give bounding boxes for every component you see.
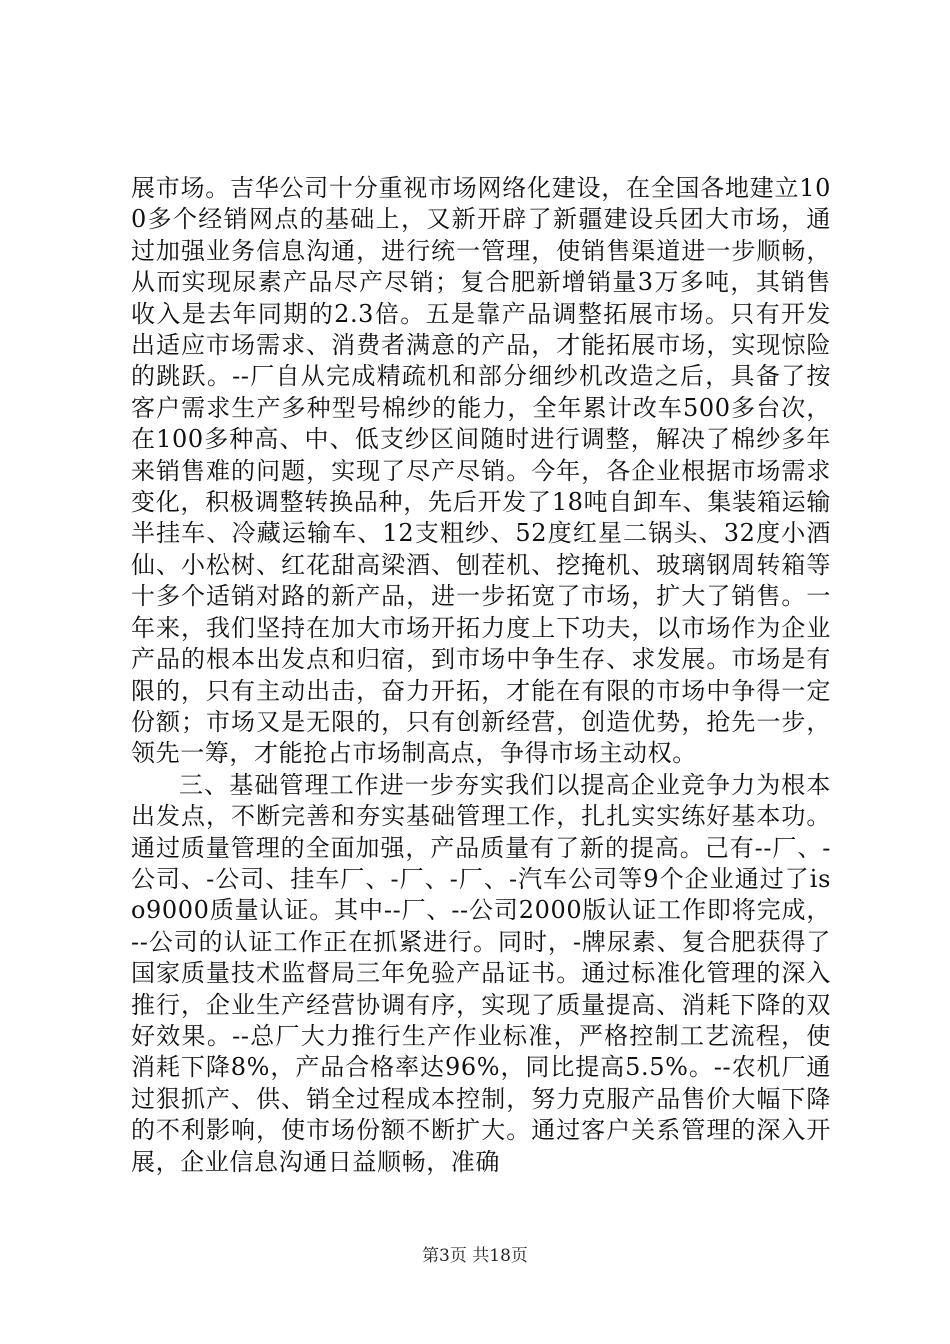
page-number-label: 第3页 共18页: [422, 1246, 528, 1266]
document-body: [131, 173, 831, 1178]
paragraph-basic-management: 三、基础管理工作进一步夯实我们以提高企业竞争力为根本出发点，不断完善和夯实基础管理工作，扎扎实实练好基本功。通过质量管理的全面加强，产品质量有了新的提高。己有--厂、-公司、-公司、挂车厂、-厂、-厂、-汽车公司等9个企业通过了iso9000质量认证。其中--厂、--公司2000版认证工作即将完成，--公司的认证工作正在抓紧进行。同时，-牌尿素、复合肥获得了国家质量技术监督局三年免验产品证书。通过标准化管理的深入推行，企业生产经营协调有序，实现了质量提高、消耗下降的双好效果。--总厂大力推行生产作业标准，严格控制工艺流程，使消耗下降8%，产品合格率达96%，同比提高5.5%。--农机厂通过狠抓产、供、销全过程成本控制，努力克服产品售价大幅下降的不利影响，使市场份额不断扩大。通过客户关系管理的深入开展，企业信息沟通日益顺畅，准确: [131, 770, 831, 1176]
page-footer: [0, 1241, 950, 1266]
paragraph-market-expansion: 展市场。吉华公司十分重视市场网络化建设，在全国各地建立100多个经销网点的基础上，又新开辟了新疆建设兵团大市场，通过加强业务信息沟通，进行统一管理，使销售渠道进一步顺畅，从而实现尿素产品尽产尽销；复合肥新增销量3万多吨，其销售收入是去年同期的2.3倍。五是靠产品调整拓展市场。只有开发出适应市场需求、消费者满意的产品，才能拓展市场，实现惊险的跳跃。--厂自从完成精疏机和部分细纱机改造之后，具备了按客户需求生产多种型号棉纱的能力，全年累计改车500多台次，在100多种高、中、低支纱区间随时进行调整，解决了棉纱多年来销售难的问题，实现了尽产尽销。今年，各企业根据市场需求变化，积极调整转换品种，先后开发了18吨自卸车、集装箱运输半挂车、冷藏运输车、12支粗纱、52度红星二锅头、32度小酒仙、小松树、红花甜高梁酒、刨茬机、挖掩机、玻璃钢周转箱等十多个适销对路的新产品，进一步拓宽了市场，扩大了销售。一年来，我们坚持在加大市场开拓力度上下功夫，以市场作为企业产品的根本出发点和归宿，到市场中争生存、求发展。市场是有限的，只有主动出击，奋力开拓，才能在有限的市场中争得一定份额；市场又是无限的，只有创新经营，创造优势，抢先一步，领先一筹，才能抢占市场制高点，争得市场主动权。: [131, 174, 831, 768]
